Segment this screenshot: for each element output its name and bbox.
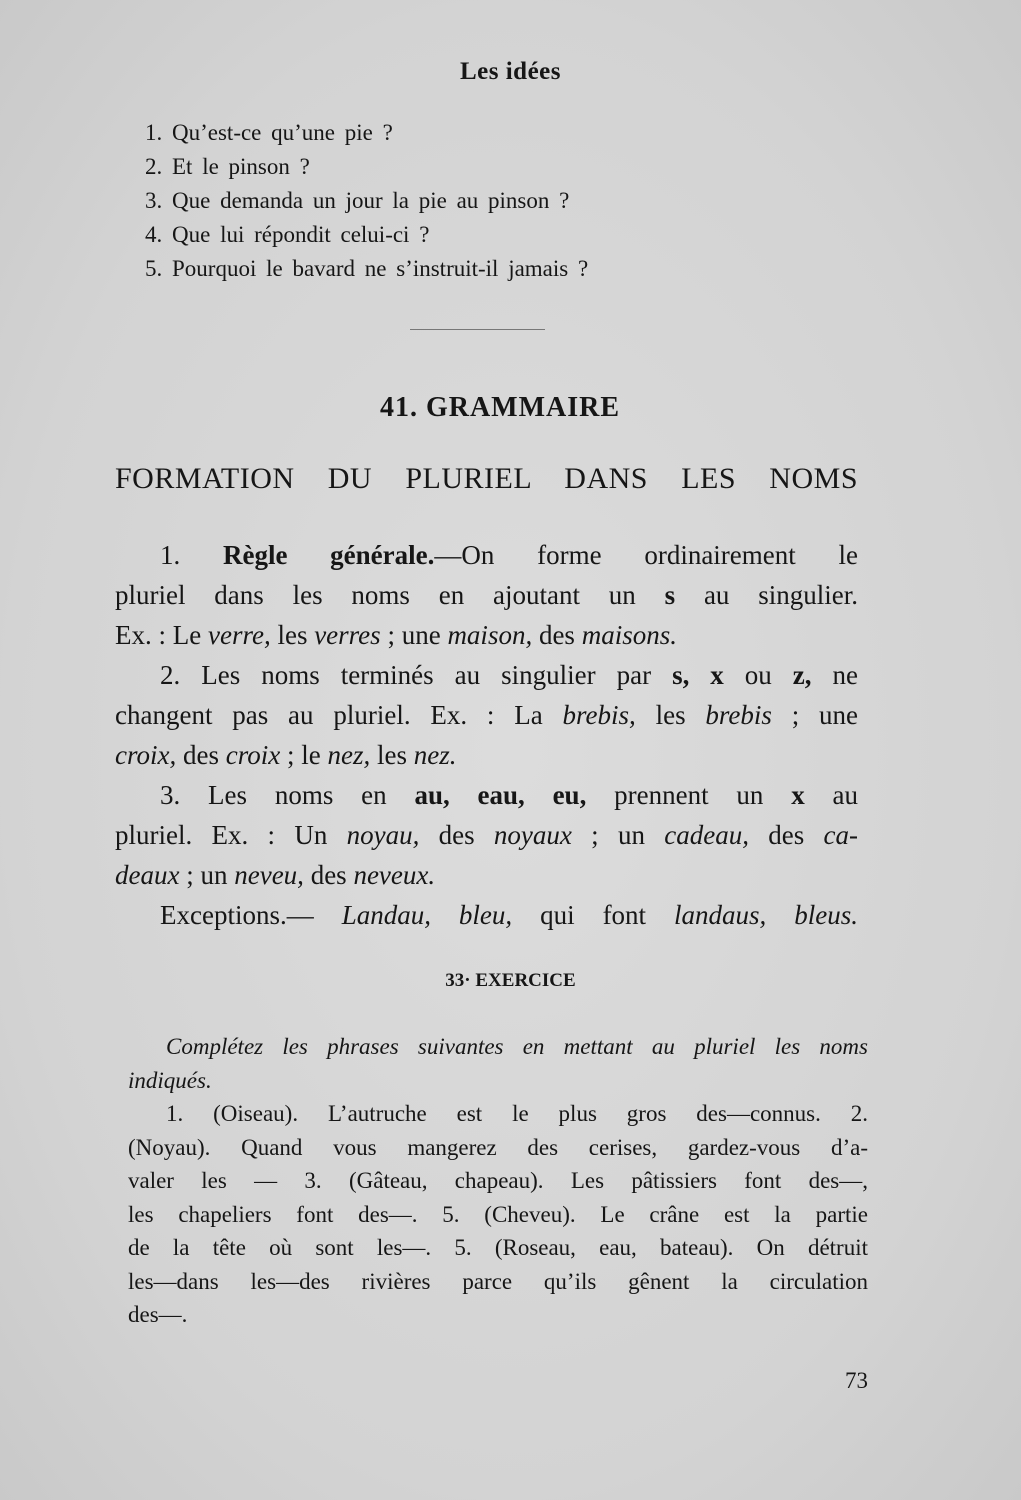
text-line: [115, 655, 858, 695]
bold-text: z,: [792, 660, 812, 690]
text-line: [128, 1265, 868, 1299]
text-run: prennent un: [586, 780, 792, 810]
text-line: [128, 1131, 868, 1165]
italic-text: noyau,: [346, 820, 420, 850]
paragraph: [115, 775, 858, 895]
text-run: les—dans les—des rivières parce qu’ils gênent la circulation: [128, 1268, 868, 1294]
italic-text: landaus, bleus.: [674, 900, 858, 930]
text-line: [115, 575, 858, 615]
text-line: [115, 775, 858, 815]
italic-text: croix: [225, 740, 281, 770]
text-run: des: [419, 820, 494, 850]
question-item: 4. Que lui répondit celui-ci ?: [145, 222, 430, 247]
paragraph: [115, 655, 858, 775]
text-run: changent pas au pluriel. Ex. : La: [115, 700, 563, 730]
text-run: —On forme ordinairement le: [434, 540, 858, 570]
text-line: [115, 695, 858, 735]
text-run: ; le: [280, 740, 328, 770]
text-run: 3. Les noms en: [160, 780, 415, 810]
text-run: au singulier.: [675, 580, 858, 610]
text-run: des—.: [128, 1302, 188, 1327]
text-run: ; une: [771, 700, 858, 730]
text-run: 1.: [160, 540, 223, 570]
text-run: ; un: [571, 820, 665, 850]
text-run: Exceptions.—: [160, 900, 342, 930]
italic-text: maisons.: [581, 620, 677, 650]
italic-text: nez,: [327, 740, 371, 770]
italic-text: ca-: [823, 820, 858, 850]
page-number: 73: [845, 1368, 868, 1393]
text-run: (Noyau). Quand vous mangerez des cerises, gardez-vous d’a-: [128, 1134, 868, 1160]
text-line: [128, 1198, 868, 1232]
text-line: [115, 895, 858, 935]
text-run: qui font: [512, 900, 675, 930]
exercise-title: 33· EXERCICE: [445, 970, 576, 991]
text-run: pluriel. Ex. : Un: [115, 820, 347, 850]
italic-text: nez.: [413, 740, 457, 770]
exercise-text: [128, 1030, 868, 1332]
text-run: des: [303, 860, 354, 890]
bold-text: s, x: [672, 660, 724, 690]
italic-text: deaux: [115, 860, 180, 890]
text-run: des: [532, 620, 582, 650]
question-item: 1. Qu’est-ce qu’une pie ?: [145, 120, 393, 145]
bold-text: Règle générale.: [222, 540, 435, 570]
text-run: valer les — 3. (Gâteau, chapeau). Les pâtissiers font des—,: [128, 1168, 868, 1193]
text-run: ; un: [179, 860, 235, 890]
question-item: 5. Pourquoi le bavard ne s’instruit-il jamais ?: [145, 256, 589, 281]
italic-text: Landau, bleu,: [341, 900, 513, 930]
bold-text: s: [664, 580, 676, 610]
section-divider: [410, 329, 545, 330]
section-subtitle: FORMATION DU PLURIEL DANS LES NOMS: [115, 462, 858, 495]
text-line: [128, 1097, 868, 1131]
ideas-heading: Les idées: [459, 58, 562, 85]
text-line: [128, 1030, 868, 1064]
italic-text: brebis: [705, 700, 772, 730]
text-line: [115, 735, 858, 775]
text-line: [115, 815, 858, 855]
question-list: [145, 116, 588, 286]
text-run: ou: [723, 660, 793, 690]
paragraph: [115, 535, 858, 655]
text-run: 2. Les noms terminés au singulier par: [160, 660, 673, 690]
text-run: des: [176, 740, 226, 770]
italic-text: verre,: [207, 620, 271, 650]
text-run: au: [804, 780, 858, 810]
text-line: [115, 855, 858, 895]
paragraph: [128, 1097, 868, 1332]
section-title: 41. GRAMMAIRE: [379, 392, 621, 423]
text-run: les: [270, 620, 315, 650]
text-line: [128, 1231, 868, 1265]
paragraph: [128, 1030, 868, 1097]
text-run: ne: [811, 660, 859, 690]
text-run: de la tête où sont les—. 5. (Roseau, eau, bateau). On détruit: [128, 1235, 868, 1260]
bold-text: x: [791, 780, 805, 810]
paragraph: [115, 895, 858, 935]
italic-text: noyaux: [493, 820, 572, 850]
italic-text: maison,: [447, 620, 533, 650]
question-item: 2. Et le pinson ?: [145, 154, 310, 179]
text-run: les chapeliers font des—. 5. (Cheveu). Le crâne est la partie: [128, 1201, 868, 1227]
italic-text: neveu,: [234, 860, 304, 890]
text-run: les: [370, 740, 414, 770]
italic-text: croix,: [115, 740, 177, 770]
text-run: les: [635, 700, 706, 730]
text-run: des: [748, 820, 824, 850]
text-line: [128, 1298, 868, 1332]
italic-text: Complétez les phrases suivantes en mettant au pluriel les noms: [166, 1034, 868, 1059]
italic-text: brebis,: [562, 700, 636, 730]
grammar-rules: [115, 535, 858, 935]
text-run: 1. (Oiseau). L’autruche est le plus gros des—connus. 2.: [166, 1101, 868, 1126]
italic-text: neveux.: [353, 860, 436, 890]
text-line: [115, 615, 858, 655]
italic-text: verres: [314, 620, 381, 650]
italic-text: cadeau,: [664, 820, 749, 850]
bold-text: au, eau, eu,: [414, 780, 587, 810]
question-item: 3. Que demanda un jour la pie au pinson ?: [145, 188, 570, 213]
text-line: [128, 1164, 868, 1198]
text-run: pluriel dans les noms en ajoutant un: [115, 580, 665, 610]
text-line: [115, 535, 858, 575]
text-run: ; une: [380, 620, 448, 650]
text-line: [128, 1064, 868, 1098]
italic-text: indiqués.: [128, 1067, 212, 1093]
text-run: Ex. : Le: [115, 620, 208, 650]
